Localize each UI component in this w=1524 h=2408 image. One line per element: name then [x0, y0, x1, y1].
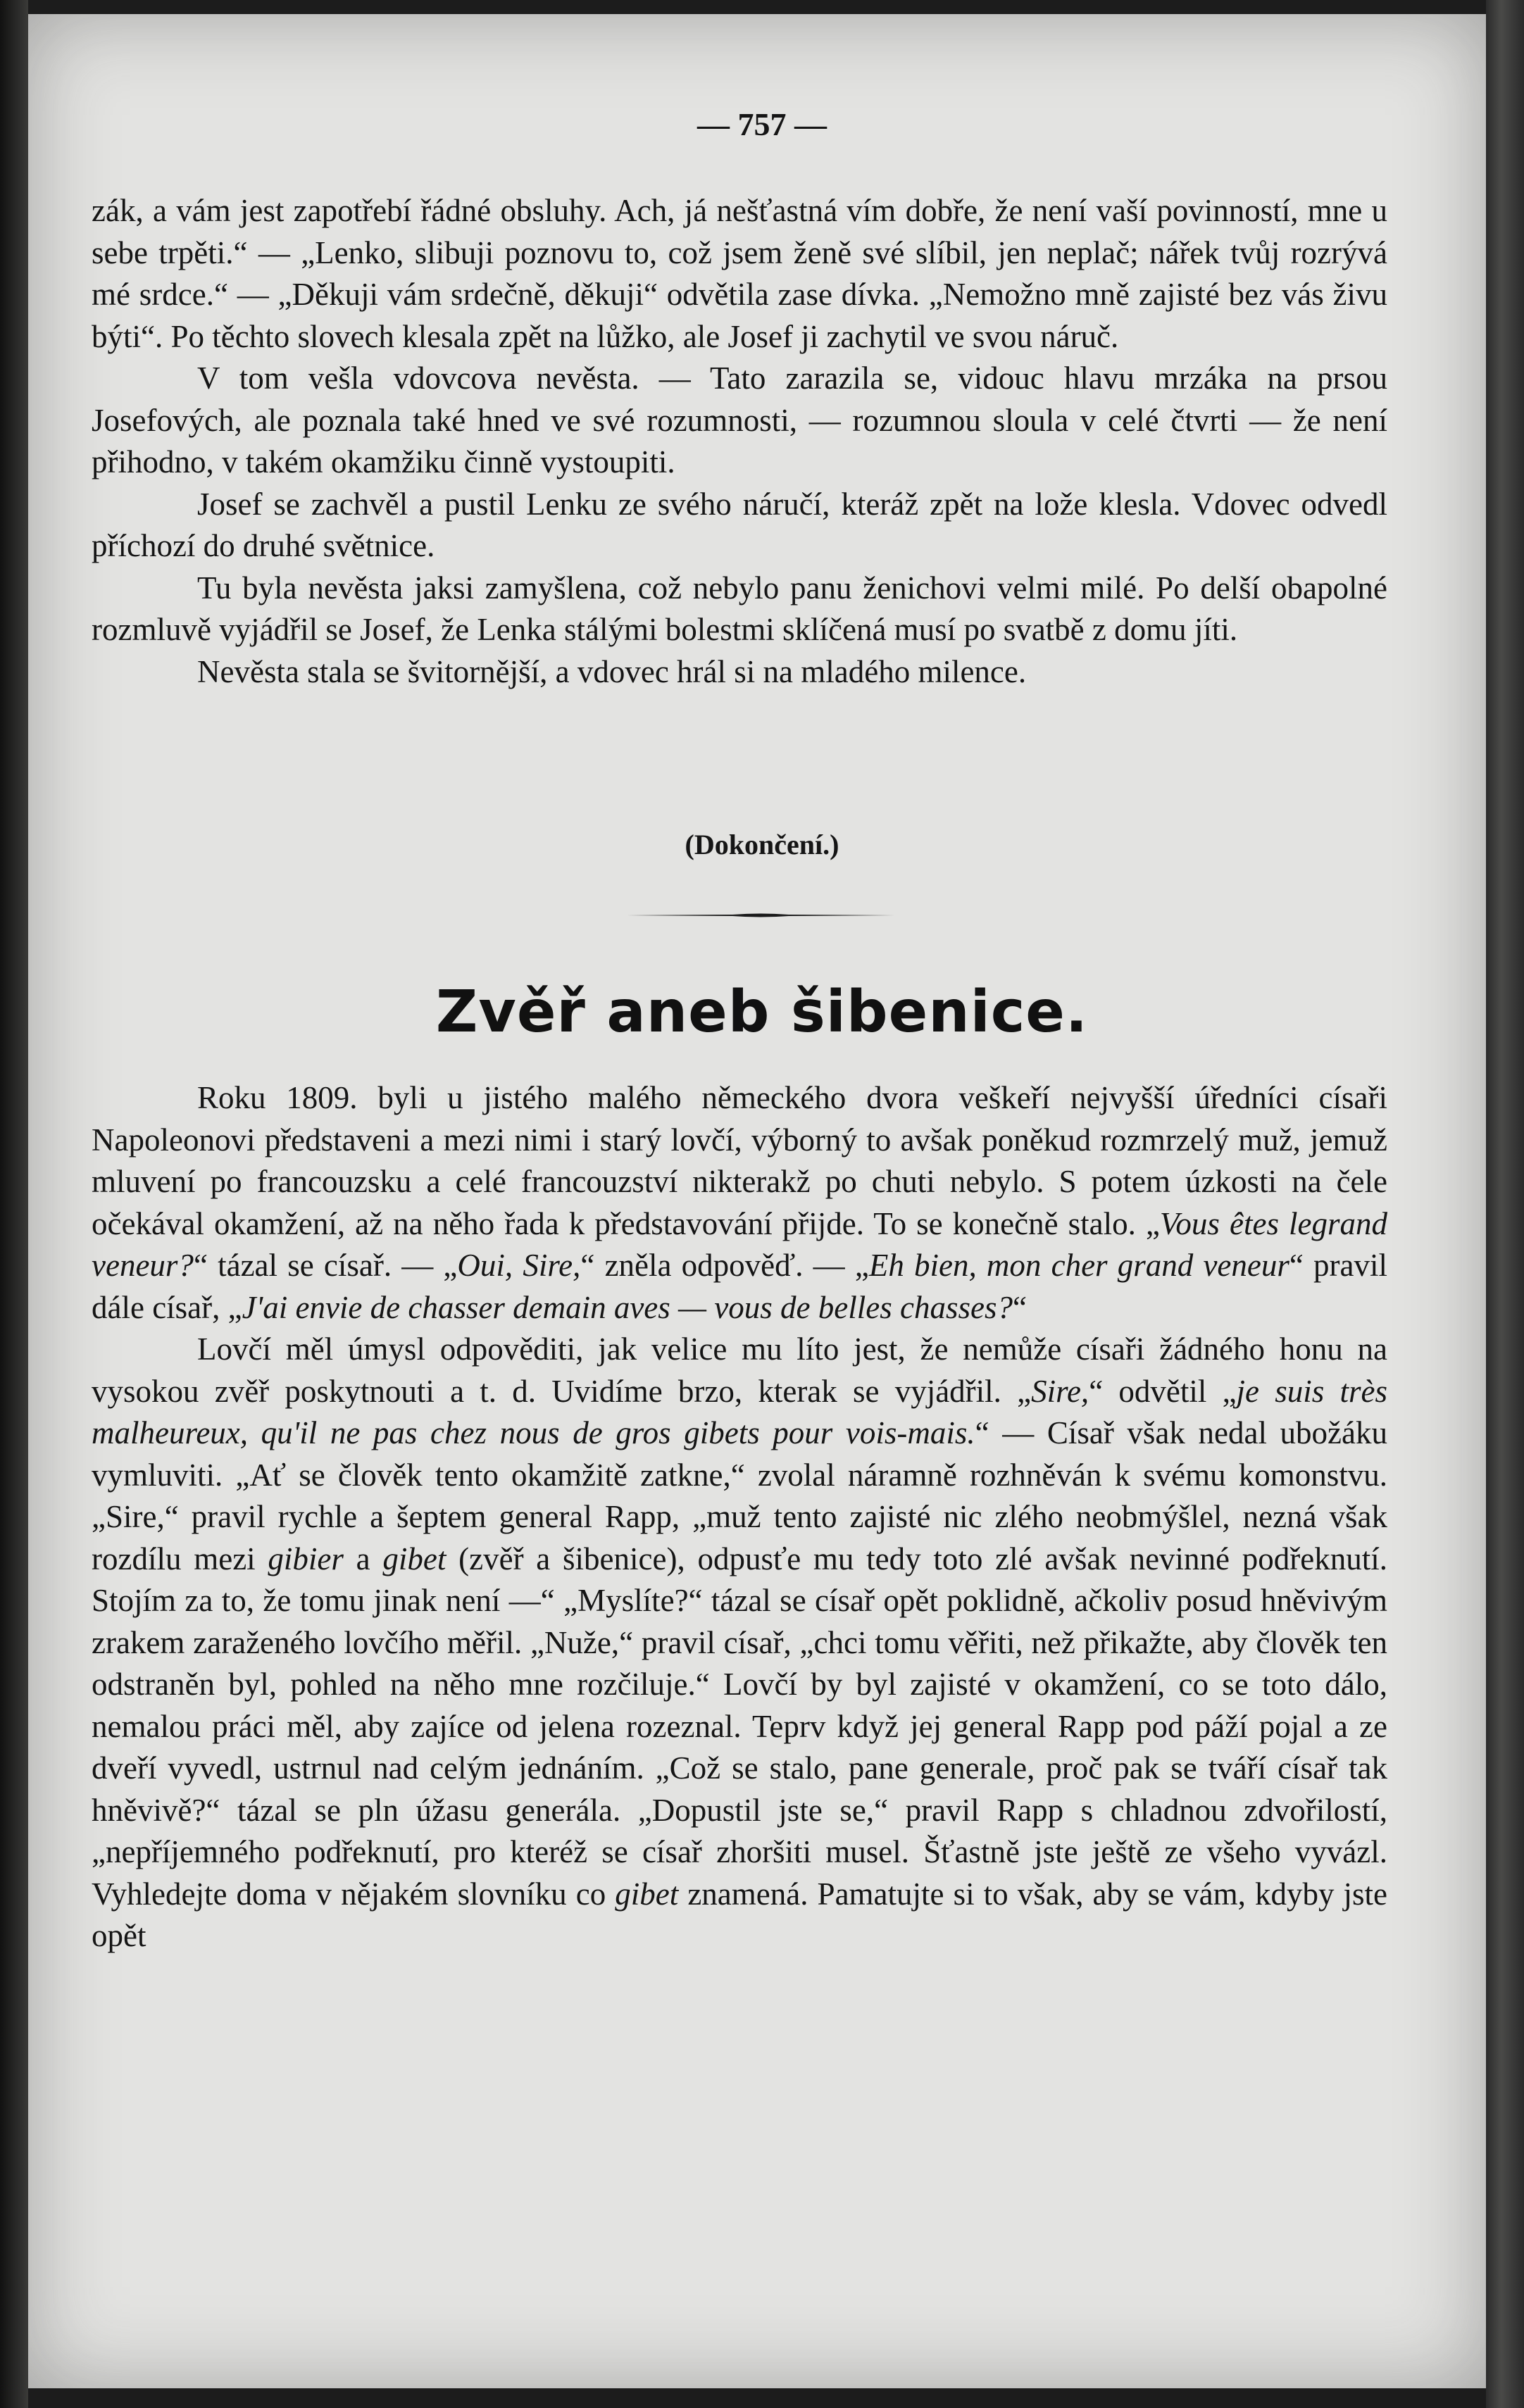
- story1-paragraph-4: Tu byla nevěsta jaksi zamyšlena, což nebylo panu ženichovi velmi milé. Po delší obapolné rozmluvě vyjádřil se Josef, že Lenka stálými bolestmi sklíčená musí po svatbě z domu jíti.: [92, 570, 1387, 647]
- section-divider-ornament: [627, 913, 894, 918]
- p1-text-a: Roku 1809. byli u jistého malého německého dvora veškeří nejvyšší úředníci císaři Napoleonovi představeni a mezi nimi i starý lovčí, výborný to avšak poněkud rozmrzelý muž, jemuž mluvení po francouzsku a celé francouzství nikterakž po chuti nebylo. S potem úzkosti na čele očekával okamžení, až na něho řada k představování přijde. To se konečně stalo. „: [92, 1080, 1387, 1241]
- story1-text: [92, 190, 1387, 693]
- story2-paragraph-1: [92, 1077, 1387, 1329]
- p2-text-e: “ — Císař však nedal ubožáku vymluviti. „Ať se člověk tento okamžitě zatkne,“ zvolal náramně rozhněván k svému komonstvu. „Sire,“ pravil rychle a šeptem general Rapp, „muž tento zajisté nic zlého neobmýšlel, nezná však rozdílu mezi: [92, 1415, 1387, 1576]
- story1-paragraph-3: Josef se zachvěl a pustil Lenku ze svého náručí, kteráž zpět na lože klesla. Vdovec odvedl příchozí do druhé světnice.: [92, 486, 1387, 563]
- story2-text: [92, 1077, 1387, 1957]
- p1-text-c: “ tázal se císař. — „: [193, 1248, 458, 1283]
- p2-text-g: a: [343, 1541, 383, 1576]
- story1-paragraph-1: zák, a vám jest zapotřebí řádné obsluhy. Ach, já nešťastná vím dobře, že není vaší povinností, mne u sebe trpěti.“ — „Lenko, slibuji poznovu to, což jsem ženě své slíbil, jen neplač; nářek tvůj rozrývá mé srdce.“ — „Děkuji vám srdečně, děkuji“ odvětila zase dívka. „Nemožno mně zajisté bez vás živu býti“. Po těchto slovech klesala zpět na lůžko, ale Josef ji zachytil ve svou náruč.: [92, 193, 1387, 354]
- right-scan-edge: [1486, 0, 1524, 2408]
- p1-text-g: “ pravil dále císař, „: [92, 1248, 1387, 1325]
- story1-paragraph-5: Nevěsta stala se švitornější, a vdovec hrál si na mladého milence.: [197, 653, 1027, 689]
- p2-word-gibier: gibier: [268, 1541, 344, 1576]
- p1-french-reply: Oui, Sire,: [457, 1248, 581, 1283]
- p1-french-question: Vous êtes legrand veneur?: [92, 1205, 1387, 1283]
- p2-word-gibet: gibet: [382, 1541, 446, 1576]
- left-scan-edge: [0, 0, 28, 2408]
- p2-word-gibet-2: gibet: [615, 1876, 679, 1912]
- continuation-note: (Dokončení.): [685, 829, 839, 860]
- story1-paragraph-2: V tom vešla vdovcova nevěsta. — Tato zarazila se, vidouc hlavu mrzáka na prsou Josefových, ale poznala také hned ve své rozumnosti, — rozumnou sloula v celé čtvrti — že není přihodno, v takém okamžiku činně vystoupiti.: [92, 360, 1387, 479]
- article-title: Zvěř aneb šibenice.: [435, 979, 1089, 1046]
- p2-text-k: znamená. Pamatujte si to však, aby se vám, kdyby jste opět: [92, 1876, 1388, 1953]
- page-number: — 757 —: [697, 106, 827, 142]
- p2-french-reply: je suis très malheureux, qu'il ne pas chez nous de gros gibets pour vois-mais.: [92, 1373, 1387, 1450]
- p2-text-c: “ odvětil „: [1089, 1373, 1237, 1409]
- p1-text-i: “: [1012, 1289, 1027, 1325]
- p1-french-address: Eh bien, mon cher grand veneur: [868, 1248, 1289, 1283]
- p1-text-e: “ zněla odpověď. — „: [580, 1248, 869, 1283]
- story2-paragraph-2: [92, 1329, 1387, 1957]
- p2-french-sire: Sire,: [1031, 1373, 1089, 1409]
- p2-text-a: Lovčí měl úmysl odpověditi, jak velice mu líto jest, že nemůže císaři žádného honu na vysokou zvěř poskytnouti a t. d. Uvidíme brzo, kterak se vyjádřil. „: [92, 1331, 1387, 1409]
- p2-text-i: (zvěř a šibenice), odpusťe mu tedy toto zlé avšak nevinné podřeknutí. Stojím za to, že tomu jinak není —“ „Myslíte?“ tázal se císař opět poklidně, ačkoliv posud hněvivým zrakem zaraženého lovčího měřil. „Nuže,“ pravil císař, „chci tomu věřiti, než přikažte, aby člověk ten odstraněn byl, pohled na něho mne rozčiluje.“ Lovčí by byl zajisté v okamžení, co se toto dálo, nemalou práci měl, aby zajíce od jelena rozeznal. Teprv když jej general Rapp pod páží pojal a ze dveří vyvedl, ustrnul nad celým jednáním. „Což se stalo, pane generale, proč pak se tváří císař tak hněvivě?“ tázal se pln úžasu generála. „Dopustil jste se,“ pravil Rapp s chladnou zdvořilostí, „nepříjemného podřeknutí, pro kteréž se císař zhoršiti musel. Šťastně jste ještě ze všeho vyvázl. Vyhledejte doma v nějakém slovníku co: [92, 1541, 1387, 1912]
- p1-french-wish: J'ai envie de chasser demain aves — vous de belles chasses?: [242, 1289, 1013, 1325]
